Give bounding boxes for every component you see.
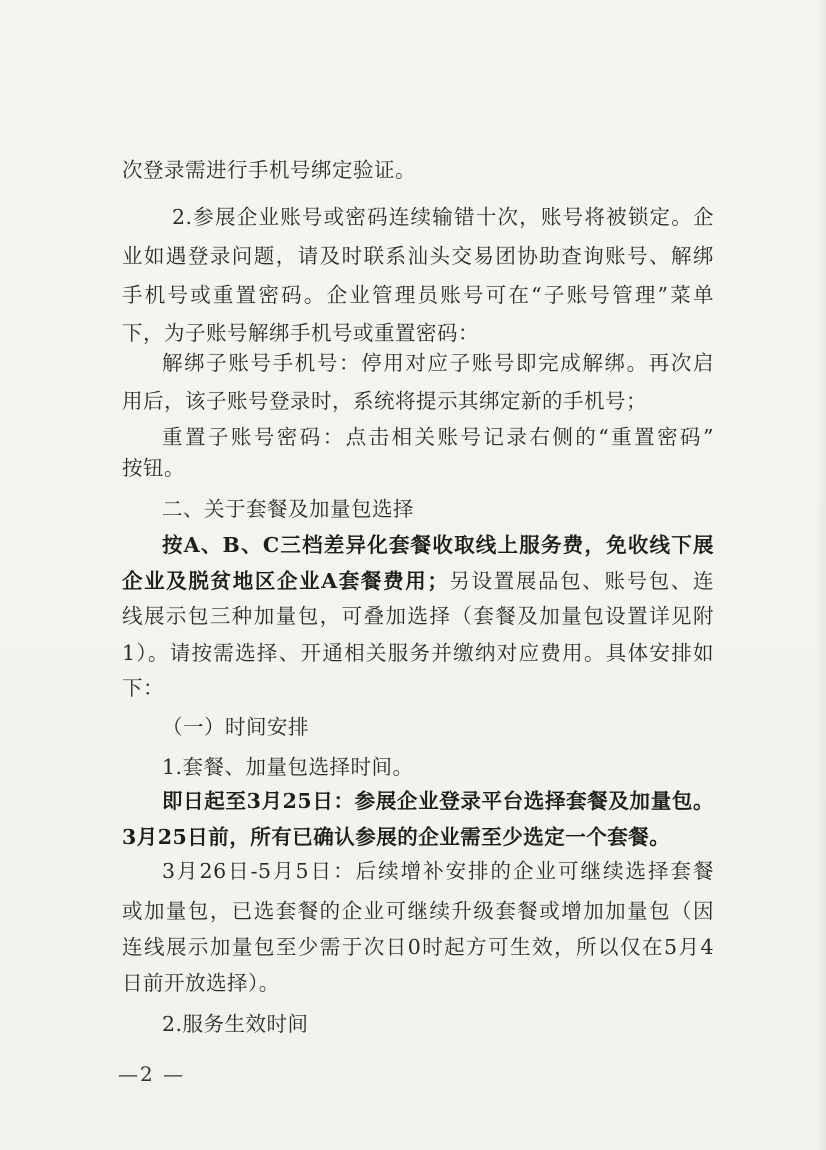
- text-line: 业如遇登录问题，请及时联系汕头交易团协助查询账号、解绑: [122, 244, 714, 268]
- text-line: 按钮。: [122, 456, 185, 480]
- text-line: 次登录需进行手机号绑定验证。: [122, 158, 416, 182]
- page-number: —2 —: [118, 1062, 186, 1086]
- text-line: 2.服务生效时间: [162, 1012, 309, 1036]
- page-edge-shadow: [816, 0, 826, 1150]
- text-line: [122, 565, 714, 597]
- text-segment: 企业及脱贫地区企业A套餐费用；: [122, 569, 449, 593]
- text-line: 2.参展企业账号或密码连续输错十次，账号将被锁定。企: [172, 205, 714, 229]
- text-line: 3月25日前，所有已确认参展的企业需至少选定一个套餐。: [122, 825, 671, 849]
- text-line: 按A、B、C三档差异化套餐收取线上服务费，免收线下展: [162, 533, 714, 557]
- text-line: 或加量包，已选套餐的企业可继续升级套餐或增加加量包（因: [122, 899, 714, 923]
- text-line: 手机号或重置密码。企业管理员账号可在“子账号管理”菜单: [122, 283, 714, 307]
- text-line: （一）时间安排: [162, 715, 309, 739]
- text-line: 下：: [122, 676, 164, 700]
- text-line: 1）。请按需选择、开通相关服务并缴纳对应费用。具体安排如: [122, 641, 714, 665]
- text-segment: 另设置展品包、账号包、连: [448, 569, 715, 593]
- text-line: 线展示包三种加量包，可叠加选择（套餐及加量包设置详见附: [122, 604, 714, 628]
- text-line: 下，为子账号解绑手机号或重置密码：: [122, 321, 479, 345]
- text-line: 日前开放选择）。: [122, 971, 280, 995]
- text-line: 即日起至3月25日：参展企业登录平台选择套餐及加量包。: [162, 789, 714, 813]
- text-line: 3月26日-5月5日：后续增补安排的企业可继续选择套餐: [162, 859, 714, 883]
- text-line: 1.套餐、加量包选择时间。: [162, 755, 414, 779]
- text-line: 二、关于套餐及加量包选择: [162, 497, 414, 521]
- text-line: 解绑子账号手机号：停用对应子账号即完成解绑。再次启: [162, 351, 714, 375]
- text-line: 用后，该子账号登录时，系统将提示其绑定新的手机号；: [122, 389, 647, 413]
- text-line: 连线展示加量包至少需于次日0时起方可生效，所以仅在5月4: [122, 935, 714, 959]
- text-line: 重置子账号密码：点击相关账号记录右侧的“重置密码”: [162, 425, 714, 449]
